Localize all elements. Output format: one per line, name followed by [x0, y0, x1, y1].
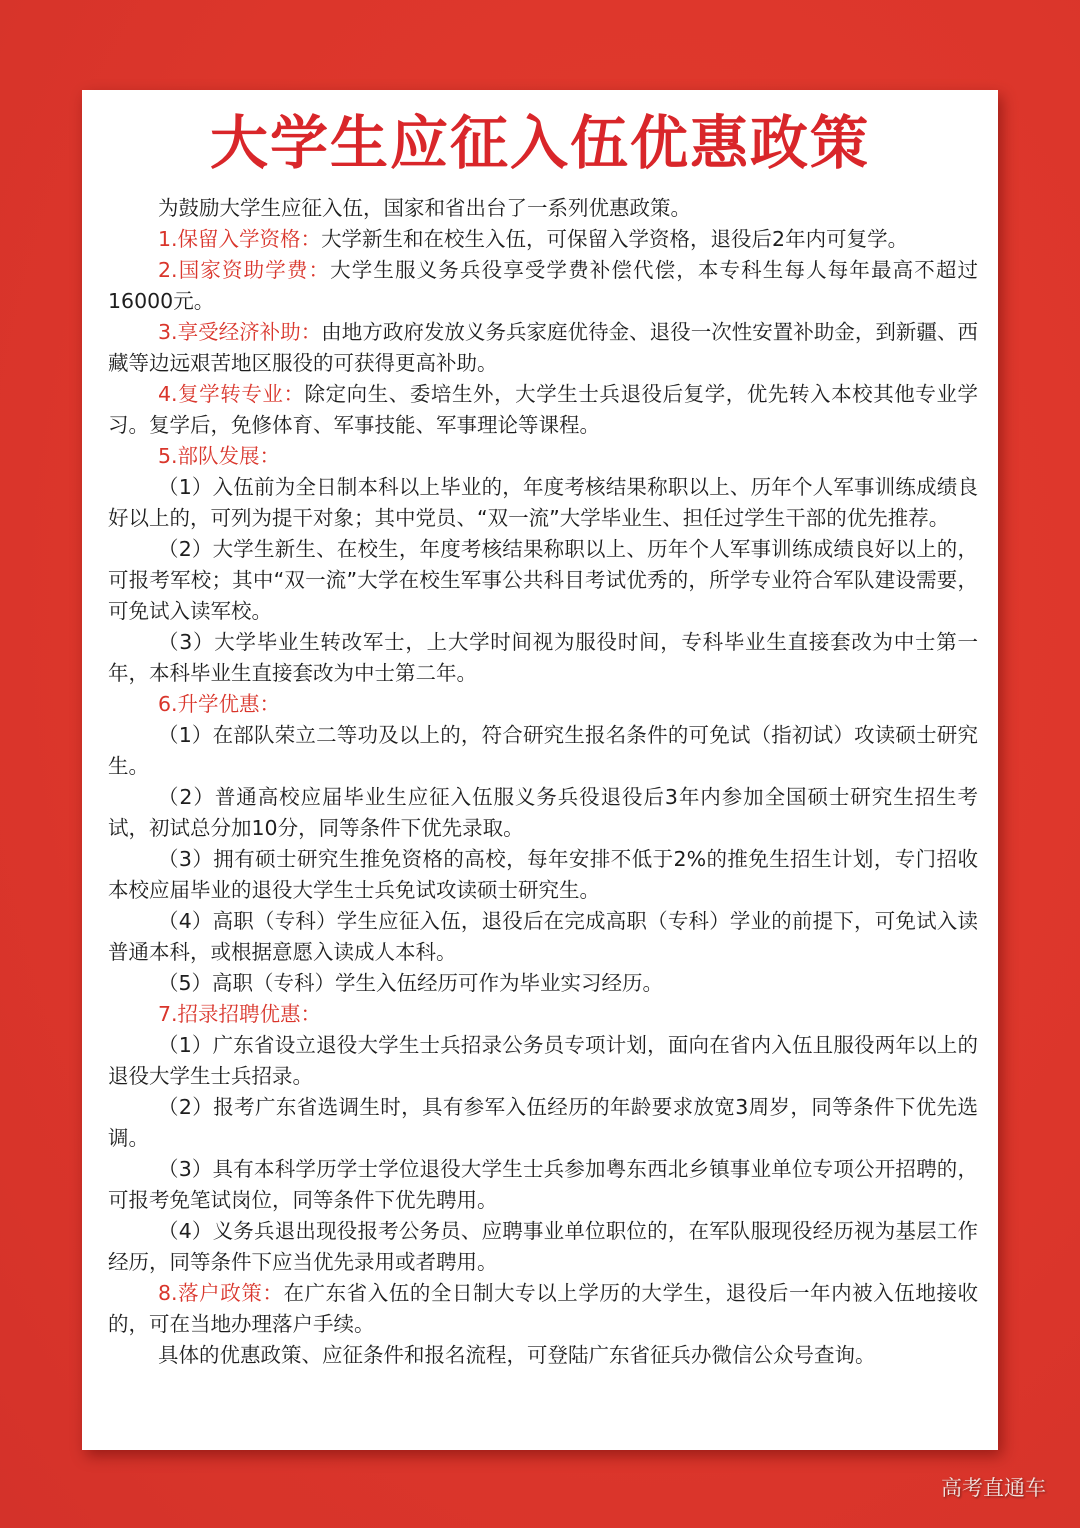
paragraph-text: （3）大学毕业生转改军士，上大学时间视为服役时间，专科毕业生直接套改为中士第一年，本科毕业生直接套改为中士第二年。: [108, 630, 978, 685]
page-title: 大学生应征入伍优惠政策: [209, 109, 870, 177]
policy-paragraph: [108, 1216, 978, 1278]
policy-paragraph: [108, 968, 978, 999]
paragraph-text: （4）高职（专科）学生应征入伍，退役后在完成高职（专科）学业的前提下，可免试入读普通本科，或根据意愿入读成人本科。: [108, 909, 978, 964]
section-label: 1.保留入学资格：: [158, 227, 322, 251]
policy-paragraph: [108, 782, 978, 844]
section-label: 6.升学优惠：: [158, 692, 281, 716]
paragraph-text: 由地方政府发放义务兵家庭优待金、退役一次性安置补助金，到新疆、西藏等边远艰苦地区服役的可获得更高补助。: [108, 320, 979, 375]
paragraph-text: （2）大学生新生、在校生，年度考核结果称职以上、历年个人军事训练成绩良好以上的，可报考军校；其中“双一流”大学在校生军事公共科目考试优秀的，所学专业符合军队建设需要，可免试入读军校。: [108, 537, 978, 623]
paragraph-text: （1）广东省设立退役大学生士兵招录公务员专项计划，面向在省内入伍且服役两年以上的退役大学生士兵招录。: [108, 1033, 978, 1088]
paragraph-text: （3）拥有硕士研究生推免资格的高校，每年安排不低于2%的推免生招生计划，专门招收本校应届毕业的退役大学生士兵免试攻读硕士研究生。: [108, 847, 978, 902]
section-heading: [108, 441, 978, 472]
policy-paragraph: [108, 906, 978, 968]
paragraph-text: 大学新生和在校生入伍，可保留入学资格，退役后2年内可复学。: [321, 227, 909, 251]
paragraph-text: 大学生服义务兵役享受学费补偿代偿，本专科生每人每年最高不超过16000元。: [108, 258, 979, 313]
section-heading: [108, 999, 978, 1030]
policy-paragraph: [108, 379, 978, 441]
paragraph-text: （1）在部队荣立二等功及以上的，符合研究生报名条件的可免试（指初试）攻读硕士研究生。: [108, 723, 978, 778]
policy-paragraph: [108, 1278, 978, 1340]
section-label: 7.招录招聘优惠：: [158, 1002, 322, 1026]
policy-paragraph: [108, 1154, 978, 1216]
section-heading: [108, 689, 978, 720]
section-label: 4.复学转专业：: [158, 382, 305, 406]
paragraph-text: （2）报考广东省选调生时，具有参军入伍经历的年龄要求放宽3周岁，同等条件下优先选调。: [108, 1095, 978, 1150]
policy-paragraph: [108, 1092, 978, 1154]
section-label: 3.享受经济补助：: [158, 320, 322, 344]
policy-paragraph: [108, 534, 978, 627]
policy-paragraph: [108, 627, 978, 689]
paragraph-text: 除定向生、委培生外，大学生士兵退役后复学，优先转入本校其他专业学习。复学后，免修体育、军事技能、军事理论等课程。: [108, 382, 979, 437]
policy-body: [108, 193, 978, 1371]
section-label: 2.国家资助学费：: [158, 258, 331, 282]
watermark: 高考直通车: [941, 1476, 1046, 1500]
intro-paragraph: 为鼓励大学生应征入伍，国家和省出台了一系列优惠政策。: [158, 196, 691, 220]
policy-paragraph: [108, 720, 978, 782]
closing-paragraph: 具体的优惠政策、应征条件和报名流程，可登陆广东省征兵办微信公众号查询。: [158, 1343, 876, 1367]
paragraph-text: （5）高职（专科）学生入伍经历可作为毕业实习经历。: [158, 971, 664, 995]
policy-card: [82, 90, 998, 1450]
policy-paragraph: [108, 844, 978, 906]
paragraph-text: （3）具有本科学历学士学位退役大学生士兵参加粤东西北乡镇事业单位专项公开招聘的，可报考免笔试岗位，同等条件下优先聘用。: [108, 1157, 978, 1212]
paragraph-text: （1）入伍前为全日制本科以上毕业的，年度考核结果称职以上、历年个人军事训练成绩良好以上的，可列为提干对象；其中党员、“双一流”大学毕业生、担任过学生干部的优先推荐。: [108, 475, 978, 530]
section-label: 5.部队发展：: [158, 444, 281, 468]
policy-paragraph: [108, 255, 978, 317]
policy-paragraph: [108, 472, 978, 534]
policy-paragraph: [108, 224, 978, 255]
paragraph-text: 在广东省入伍的全日制大专以上学历的大学生，退役后一年内被入伍地接收的，可在当地办理落户手续。: [108, 1281, 979, 1336]
policy-paragraph: [108, 317, 978, 379]
policy-paragraph: [108, 1030, 978, 1092]
paragraph-text: （4）义务兵退出现役报考公务员、应聘事业单位职位的，在军队服现役经历视为基层工作经历，同等条件下应当优先录用或者聘用。: [108, 1219, 978, 1274]
section-label: 8.落户政策：: [158, 1281, 284, 1305]
paragraph-text: （2）普通高校应届毕业生应征入伍服义务兵役退役后3年内参加全国硕士研究生招生考试，初试总分加10分，同等条件下优先录取。: [108, 785, 978, 840]
